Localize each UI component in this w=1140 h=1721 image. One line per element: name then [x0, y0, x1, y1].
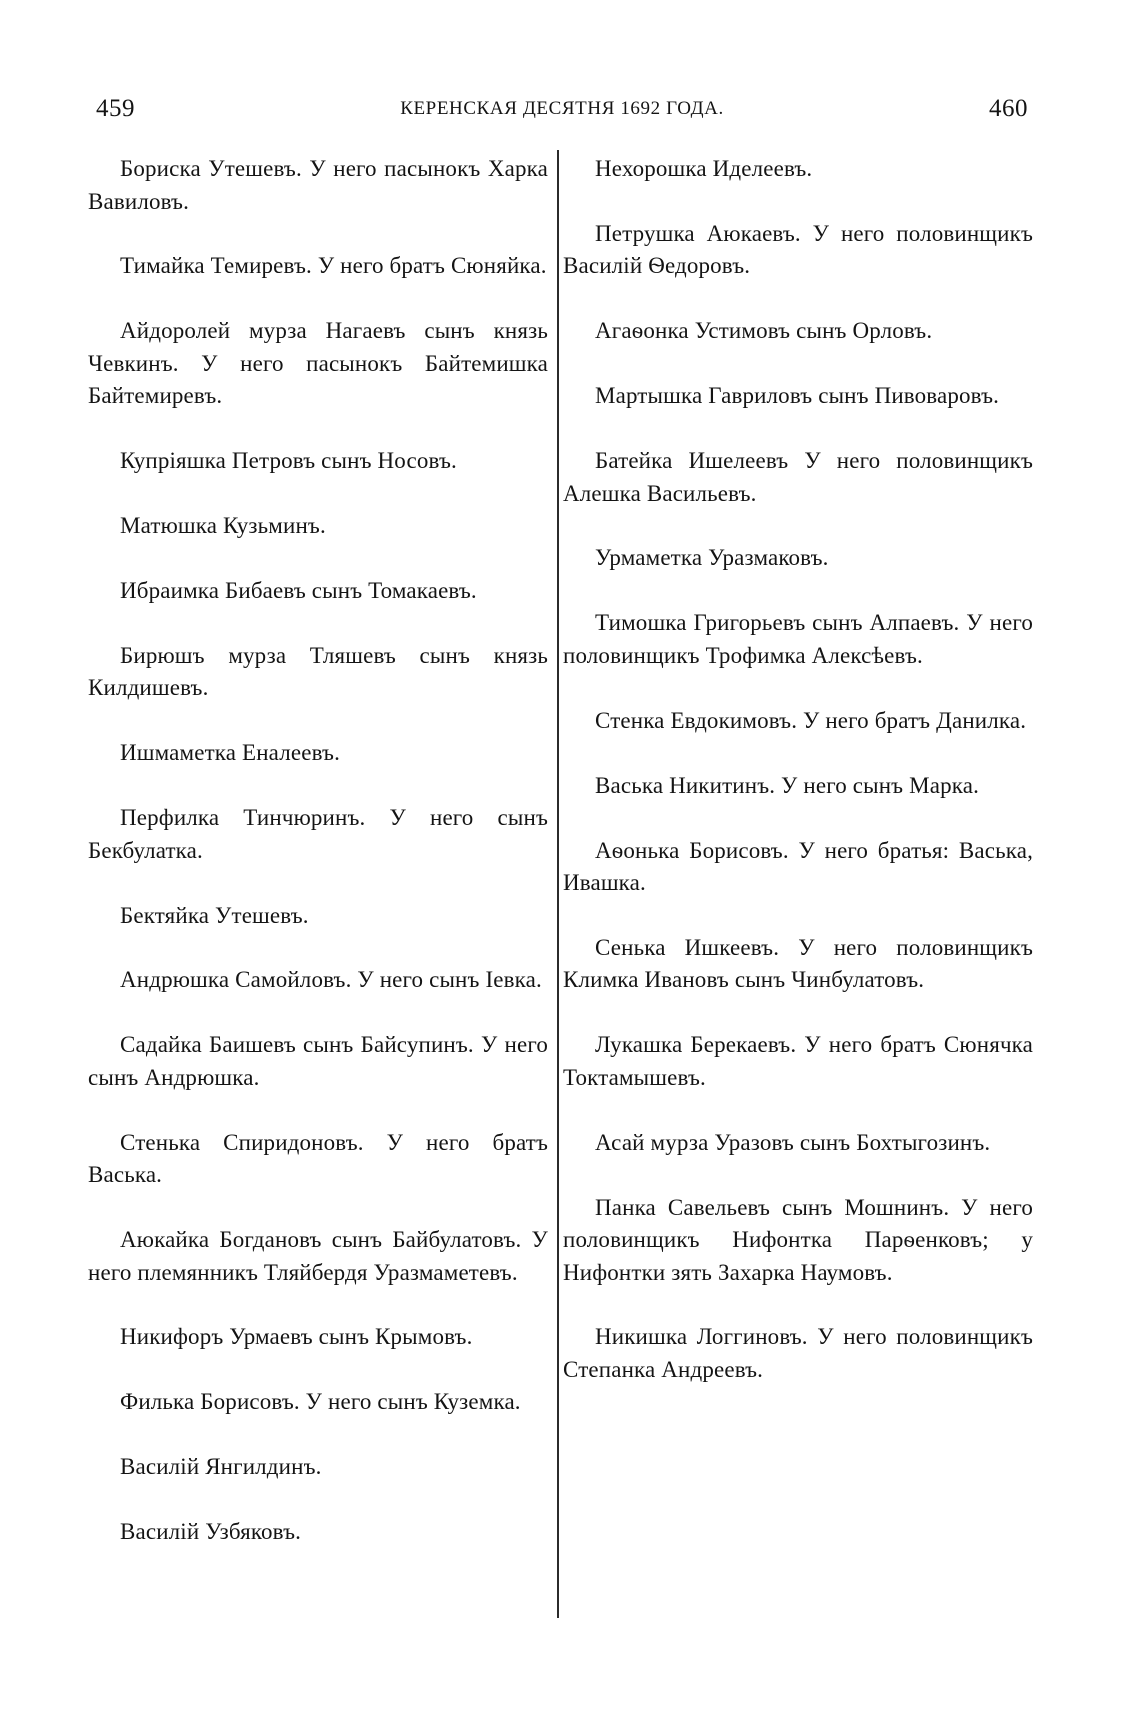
list-entry: Васька Никитинъ. У него сынъ Марка.: [595, 772, 979, 798]
list-entry: Матюшка Кузьминъ.: [120, 513, 326, 539]
list-entry: Петрушка Аюкаевъ. У него половинщикъ Василій Ѳедоровъ.: [563, 220, 1033, 279]
list-entry: Бориска Утешевъ. У него пасынокъ Харка Вавиловъ.: [88, 156, 548, 214]
list-entry: Андрюшка Самойловъ. У него сынъ Іевка.: [120, 967, 542, 993]
page-number-right: 460: [989, 95, 1028, 122]
list-entry: Мартышка Гавриловъ сынъ Пивоваровъ.: [595, 383, 1000, 409]
right-column: [563, 153, 1033, 1419]
list-entry: Филька Борисовъ. У него сынъ Куземка.: [120, 1389, 521, 1415]
list-entry: Садайка Баишевъ сынъ Байсупинъ. У него сынъ Андрюшка.: [88, 1032, 548, 1090]
list-entry: Бектяйка Утешевъ.: [120, 902, 309, 928]
list-entry: Тимайка Темиревъ. У него братъ Сюняйка.: [120, 253, 547, 279]
left-column: [88, 153, 548, 1581]
list-entry: Перфилка Тинчюринъ. У него сынъ Бекбулатка.: [88, 805, 548, 863]
list-entry: Агаѳонка Устимовъ сынъ Орловъ.: [595, 318, 933, 344]
list-entry: Батейка Ишелеевъ У него половинщикъ Алешка Васильевъ.: [563, 448, 1033, 506]
list-entry: Лукашка Берекаевъ. У него братъ Сюнячка Токтамышевъ.: [563, 1032, 1033, 1090]
list-entry: Стенка Евдокимовъ. У него братъ Данилка.: [595, 707, 1027, 733]
list-entry: Панка Савельевъ сынъ Мошнинъ. У него половинщикъ Нифонтка Парѳенковъ; у Нифонтки зять Захарка Наумовъ.: [563, 1194, 1033, 1285]
list-entry: Нехорошка Иделеевъ.: [595, 156, 813, 181]
list-entry: Бирюшъ мурза Тляшевъ сынъ князь Килдишевъ.: [88, 642, 548, 701]
running-header: [96, 92, 1028, 126]
list-entry: Никифоръ Урмаевъ сынъ Крымовъ.: [120, 1324, 473, 1350]
column-divider: [557, 150, 559, 1618]
list-entry: Урмаметка Уразмаковъ.: [595, 545, 829, 571]
list-entry: Асай мурза Уразовъ сынъ Бохтыгозинъ.: [595, 1129, 991, 1155]
list-entry: Василій Янгилдинъ.: [120, 1454, 322, 1480]
list-entry: Тимошка Григорьевъ сынъ Алпаевъ. У него половинщикъ Трофимка Алексѣевъ.: [563, 610, 1033, 668]
list-entry: Василій Узбяковъ.: [120, 1519, 302, 1545]
page-number-left: 459: [96, 95, 135, 122]
list-entry: Стенька Спиридоновъ. У него братъ Васька.: [88, 1129, 548, 1188]
list-entry: Ишмаметка Еналеевъ.: [120, 740, 340, 766]
list-entry: Аѳонька Борисовъ. У него братья: Васька, Ивашка.: [563, 837, 1033, 896]
list-entry: Аюкайка Богдановъ сынъ Байбулатовъ. У него племянникъ Тляйбердя Уразмаметевъ.: [88, 1227, 548, 1285]
list-entry: Сенька Ишкеевъ. У него половинщикъ Климка Ивановъ сынъ Чинбулатовъ.: [563, 934, 1033, 993]
list-entry: Купріяшка Петровъ сынъ Носовъ.: [120, 448, 457, 474]
list-entry: Айдоролей мурза Нагаевъ сынъ князь Чевкинъ. У него пасынокъ Байтемишка Байтемиревъ.: [88, 318, 548, 409]
list-entry: Ибраимка Бибаевъ сынъ Томакаевъ.: [120, 577, 477, 603]
running-title: КЕРЕНСКАЯ ДЕСЯТНЯ 1692 ГОДА.: [400, 98, 724, 119]
list-entry: Никишка Логгиновъ. У него половинщикъ Степанка Андреевъ.: [563, 1324, 1033, 1382]
